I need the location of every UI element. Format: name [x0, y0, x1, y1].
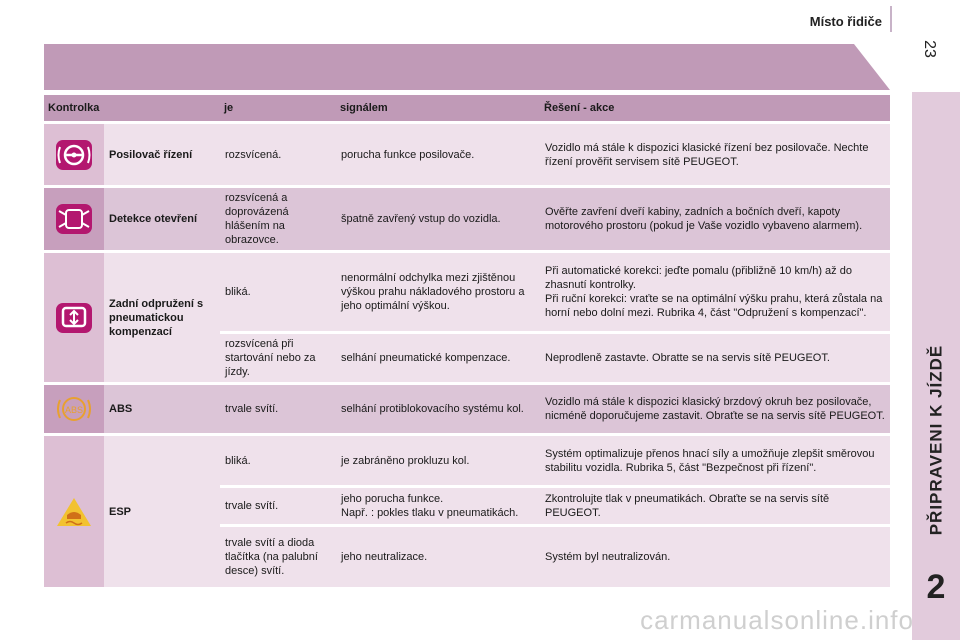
- warning-signal: špatně zavřený vstup do vozidla.: [336, 188, 540, 250]
- warning-state: trvale svítí.: [220, 488, 336, 524]
- warning-signal: nenormální odchylka mezi zjištěnou výškou prahu nákladového prostoru a jeho optimální výškou.: [336, 253, 540, 331]
- page-number: 23: [921, 40, 938, 58]
- warning-action: Neprodleně zastavte. Obratte se na servis sítě PEUGEOT.: [540, 334, 890, 382]
- chapter-number: 2: [926, 568, 946, 606]
- header-reseni: Řešení - akce: [540, 95, 890, 121]
- warning-signal: jeho neutralizace.: [336, 527, 540, 587]
- header-je: je: [220, 95, 336, 121]
- header-kontrolka: Kontrolka: [44, 95, 220, 121]
- chapter-label: [908, 320, 960, 560]
- warning-state: bliká.: [220, 253, 336, 331]
- warning-action: Ověřte zavření dveří kabiny, zadních a bočních dveří, kapoty motorového prostoru (pokud je Vaše vozidlo vybaveno alarmem).: [540, 188, 890, 250]
- warning-action: Systém optimalizuje přenos hnací síly a umožňuje zlepšit směrovou stabilitu vozidla. Rubrika 5, část "Bezpečnost při řízení".: [540, 436, 890, 485]
- warning-state: rozsvícená a doprovázená hlášením na obrazovce.: [220, 188, 336, 250]
- door-open-icon: [44, 188, 104, 250]
- warning-signal: je zabráněno prokluzu kol.: [336, 436, 540, 485]
- warning-signal: porucha funkce posilovače.: [336, 124, 540, 185]
- warning-name: ESP: [104, 436, 220, 587]
- header-signalem: signálem: [336, 95, 540, 121]
- warning-lights-table: [44, 92, 890, 590]
- warning-signal: selhání pneumatické kompenzace.: [336, 334, 540, 382]
- warning-signal: selhání protiblokovacího systému kol.: [336, 385, 540, 433]
- warning-action: Vozidlo má stále k dispozici klasický brzdový okruh bez posilovače, nicméně doporučujeme zastavit. Obraťte se na servis sítě PEUGEOT.: [540, 385, 890, 433]
- table-row: [44, 436, 890, 485]
- table-row: [44, 253, 890, 331]
- esp-icon: [44, 436, 104, 587]
- table-row: [44, 188, 890, 250]
- power-steering-icon: [44, 124, 104, 185]
- warning-state: bliká.: [220, 436, 336, 485]
- warning-action: Systém byl neutralizován.: [540, 527, 890, 587]
- watermark: carmanualsonline.info: [640, 605, 914, 635]
- abs-icon-label: ABS: [64, 405, 84, 415]
- suspension-icon: [44, 253, 104, 382]
- warning-name: Zadní odpružení s pneumatickou kompenzací: [104, 253, 220, 382]
- section-banner: [44, 44, 890, 90]
- warning-state: rozsvícená při startování nebo za jízdy.: [220, 334, 336, 382]
- warning-action: Vozidlo má stále k dispozici klasické řízení bez posilovače. Nechte řízení prověřit servisem sítě PEUGEOT.: [540, 124, 890, 185]
- warning-action: Při automatické korekci: jeďte pomalu (přibližně 10 km/h) až do zhasnutí kontrolky. Při ruční korekci: vraťte se na optimální výšku prahu, která zůstala na horní nebo dolní mezi. Rubrika 4, část "Odpružení s kompenzací".: [540, 253, 890, 331]
- warning-state: trvale svítí a dioda tlačítka (na palubní desce) svítí.: [220, 527, 336, 587]
- header-divider: [890, 6, 892, 32]
- table-row: [44, 124, 890, 185]
- table-header-row: [44, 95, 890, 121]
- page-section-title: Místo řidiče: [809, 14, 882, 29]
- abs-icon: [44, 385, 104, 433]
- warning-action: Zkontrolujte tlak v pneumatikách. Obraťte se na servis sítě PEUGEOT.: [540, 488, 890, 524]
- chapter-label-text: PŘIPRAVENI K JÍZDĚ: [926, 344, 945, 536]
- warning-name: ABS: [104, 385, 220, 433]
- warning-signal: jeho porucha funkce. Např. : pokles tlaku v pneumatikách.: [336, 488, 540, 524]
- warning-name: Detekce otevření: [104, 188, 220, 250]
- warning-state: rozsvícená.: [220, 124, 336, 185]
- table-row: [44, 385, 890, 433]
- warning-state: trvale svítí.: [220, 385, 336, 433]
- warning-name: Posilovač řízení: [104, 124, 220, 185]
